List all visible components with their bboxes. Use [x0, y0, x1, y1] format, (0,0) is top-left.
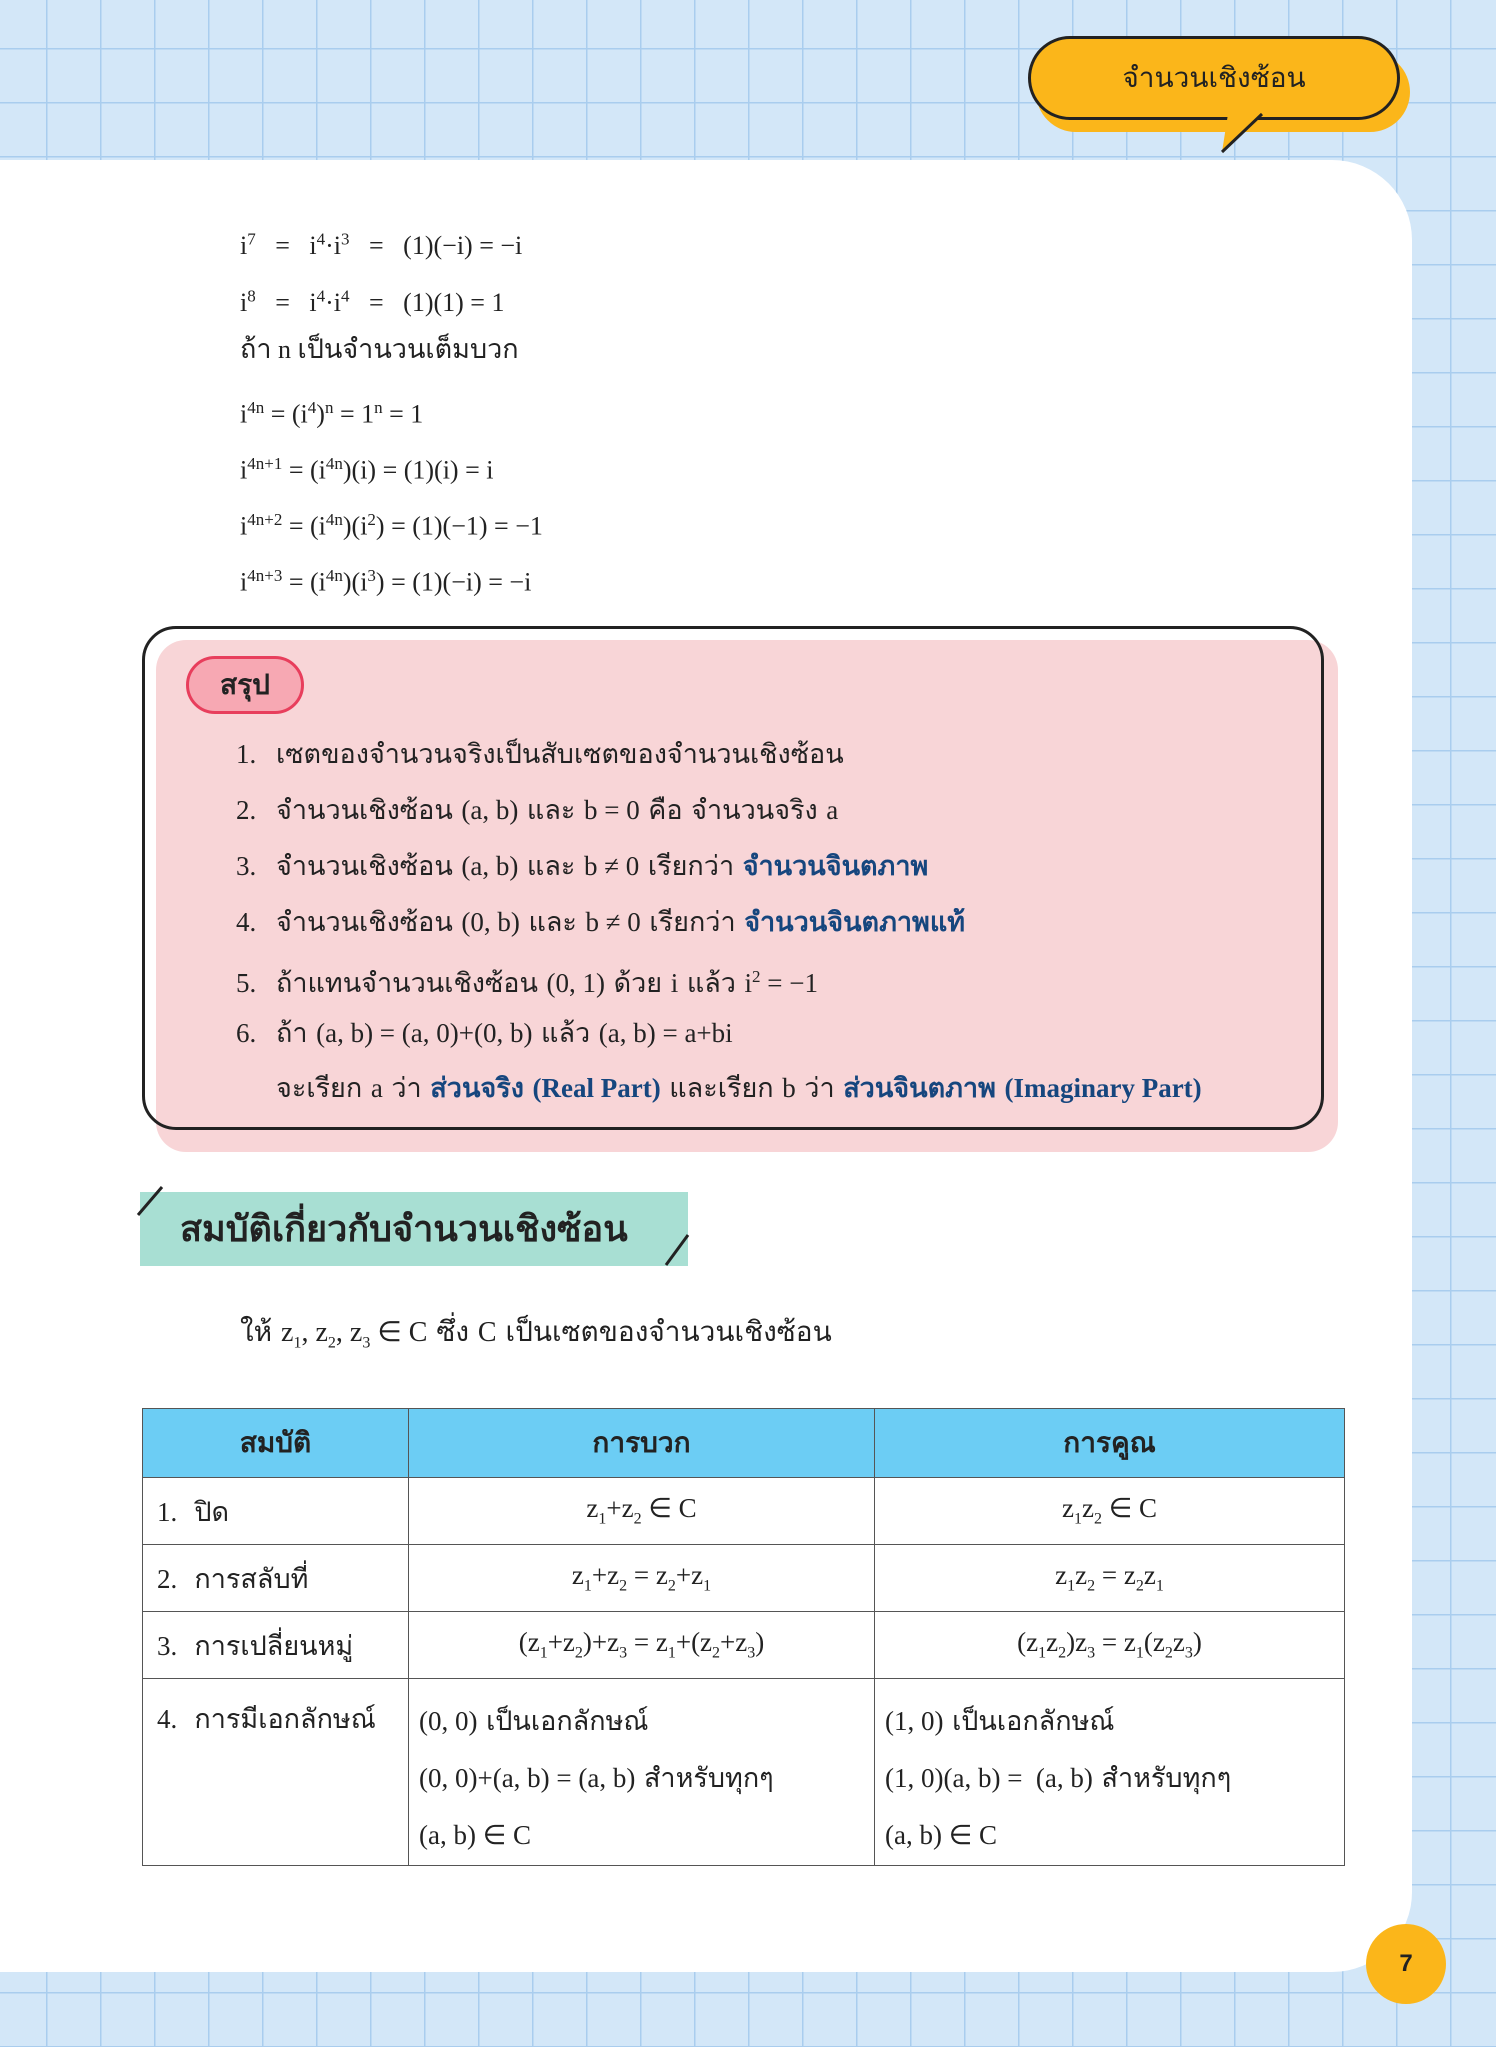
multiplication-cell: $z_1z_2$ ∈ C	[875, 1478, 1345, 1545]
property-name: 3. การเปลี่ยนหมู่	[143, 1612, 409, 1679]
heading-slash-decoration	[662, 1232, 692, 1268]
header-addition: การบวก	[409, 1409, 875, 1478]
table-row	[143, 1679, 1345, 1866]
page-number: 7	[1366, 1924, 1446, 2004]
addition-cell: $(z_1+z_2)+z_3 = z_1+(z_2+z_3)$	[409, 1612, 875, 1679]
power-rest: = $i^4\cdot i^3 = (1)(-i) = -i$	[255, 229, 523, 260]
section-title: สมบัติเกี่ยวกับจำนวนเชิงซ้อน	[180, 1209, 628, 1250]
general-power-line: $i^{4n+3} = (i^{4n})(i^3) = (1)(-i) = -i$	[240, 566, 532, 597]
intro-text: ให้ $z_1$, $z_2$, $z_3$ ∈ C ซึ่ง C เป็นเซตของจำนวนเชิงซ้อน	[240, 1315, 832, 1352]
header-property: สมบัติ	[143, 1409, 409, 1478]
property-name: 1. ปิด	[143, 1478, 409, 1545]
summary-item: 6. ถ้า (a, b) = (a, 0)+(0, b) แล้ว (a, b) = a+bi	[236, 1018, 733, 1049]
header-multiplication: การคูณ	[875, 1409, 1345, 1478]
property-name: 2. การสลับที่	[143, 1545, 409, 1612]
power-line	[240, 224, 522, 261]
summary-item: 5. ถ้าแทนจำนวนเชิงซ้อน (0, 1) ด้วย i แล้ว $i^2 = -1$	[236, 967, 818, 999]
properties-table	[142, 1408, 1345, 1866]
multiplication-cell: (1, 0) เป็นเอกลักษณ์ (1, 0)(a, b) = (a, b) สำหรับทุกๆ (a, b) ∈ C	[875, 1679, 1345, 1866]
addition-cell: $z_1+z_2$ ∈ C	[409, 1478, 875, 1545]
condition-line: ถ้า n เป็นจำนวนเต็มบวก	[240, 334, 519, 365]
general-power-line: $i^{4n+2} = (i^{4n})(i^2) = (1)(-1) = -1$	[240, 510, 543, 541]
table-row	[143, 1612, 1345, 1679]
summary-item: 1. เซตของจำนวนจริงเป็นสับเซตของจำนวนเชิงซ้อน	[236, 739, 844, 770]
summary-item: 4. จำนวนเชิงซ้อน (0, b) และ b ≠ 0 เรียกว่า จำนวนจินตภาพแท้	[236, 907, 966, 938]
summary-item-continuation: จะเรียก a ว่า ส่วนจริง (Real Part) และเรียก b ว่า ส่วนจินตภาพ (Imaginary Part)	[276, 1073, 1202, 1104]
power-rest: = $i^4\cdot i^4 = (1)(1) = 1$	[255, 286, 505, 317]
addition-cell: (0, 0) เป็นเอกลักษณ์ (0, 0)+(a, b) = (a, b) สำหรับทุกๆ (a, b) ∈ C	[409, 1679, 875, 1866]
general-power-line: $i^{4n+1} = (i^{4n})(i) = (1)(i) = i$	[240, 454, 494, 485]
summary-item: 3. จำนวนเชิงซ้อน (a, b) และ b ≠ 0 เรียกว่า จำนวนจินตภาพ	[236, 851, 929, 882]
addition-cell: $z_1+z_2 = z_2+z_1$	[409, 1545, 875, 1612]
chapter-tag: จำนวนเชิงซ้อน	[1028, 36, 1400, 120]
multiplication-cell: $z_1z_2 = z_2z_1$	[875, 1545, 1345, 1612]
multiplication-cell: $(z_1z_2)z_3 = z_1(z_2z_3)$	[875, 1612, 1345, 1679]
table-row	[143, 1545, 1345, 1612]
power-lhs: $i^7$	[240, 229, 256, 260]
summary-badge: สรุป	[186, 656, 304, 714]
property-name: 4. การมีเอกลักษณ์	[143, 1679, 409, 1866]
heading-slash-decoration	[134, 1184, 166, 1218]
chapter-tag-tail	[1218, 108, 1278, 154]
power-line	[240, 281, 504, 318]
summary-item: 2. จำนวนเชิงซ้อน (a, b) และ b = 0 คือ จำนวนจริง a	[236, 795, 839, 826]
general-power-line: $i^{4n} = (i^4)^n = 1^n = 1$	[240, 398, 424, 429]
table-row	[143, 1478, 1345, 1545]
power-lhs: $i^8$	[240, 286, 256, 317]
table-header-row	[143, 1409, 1345, 1478]
